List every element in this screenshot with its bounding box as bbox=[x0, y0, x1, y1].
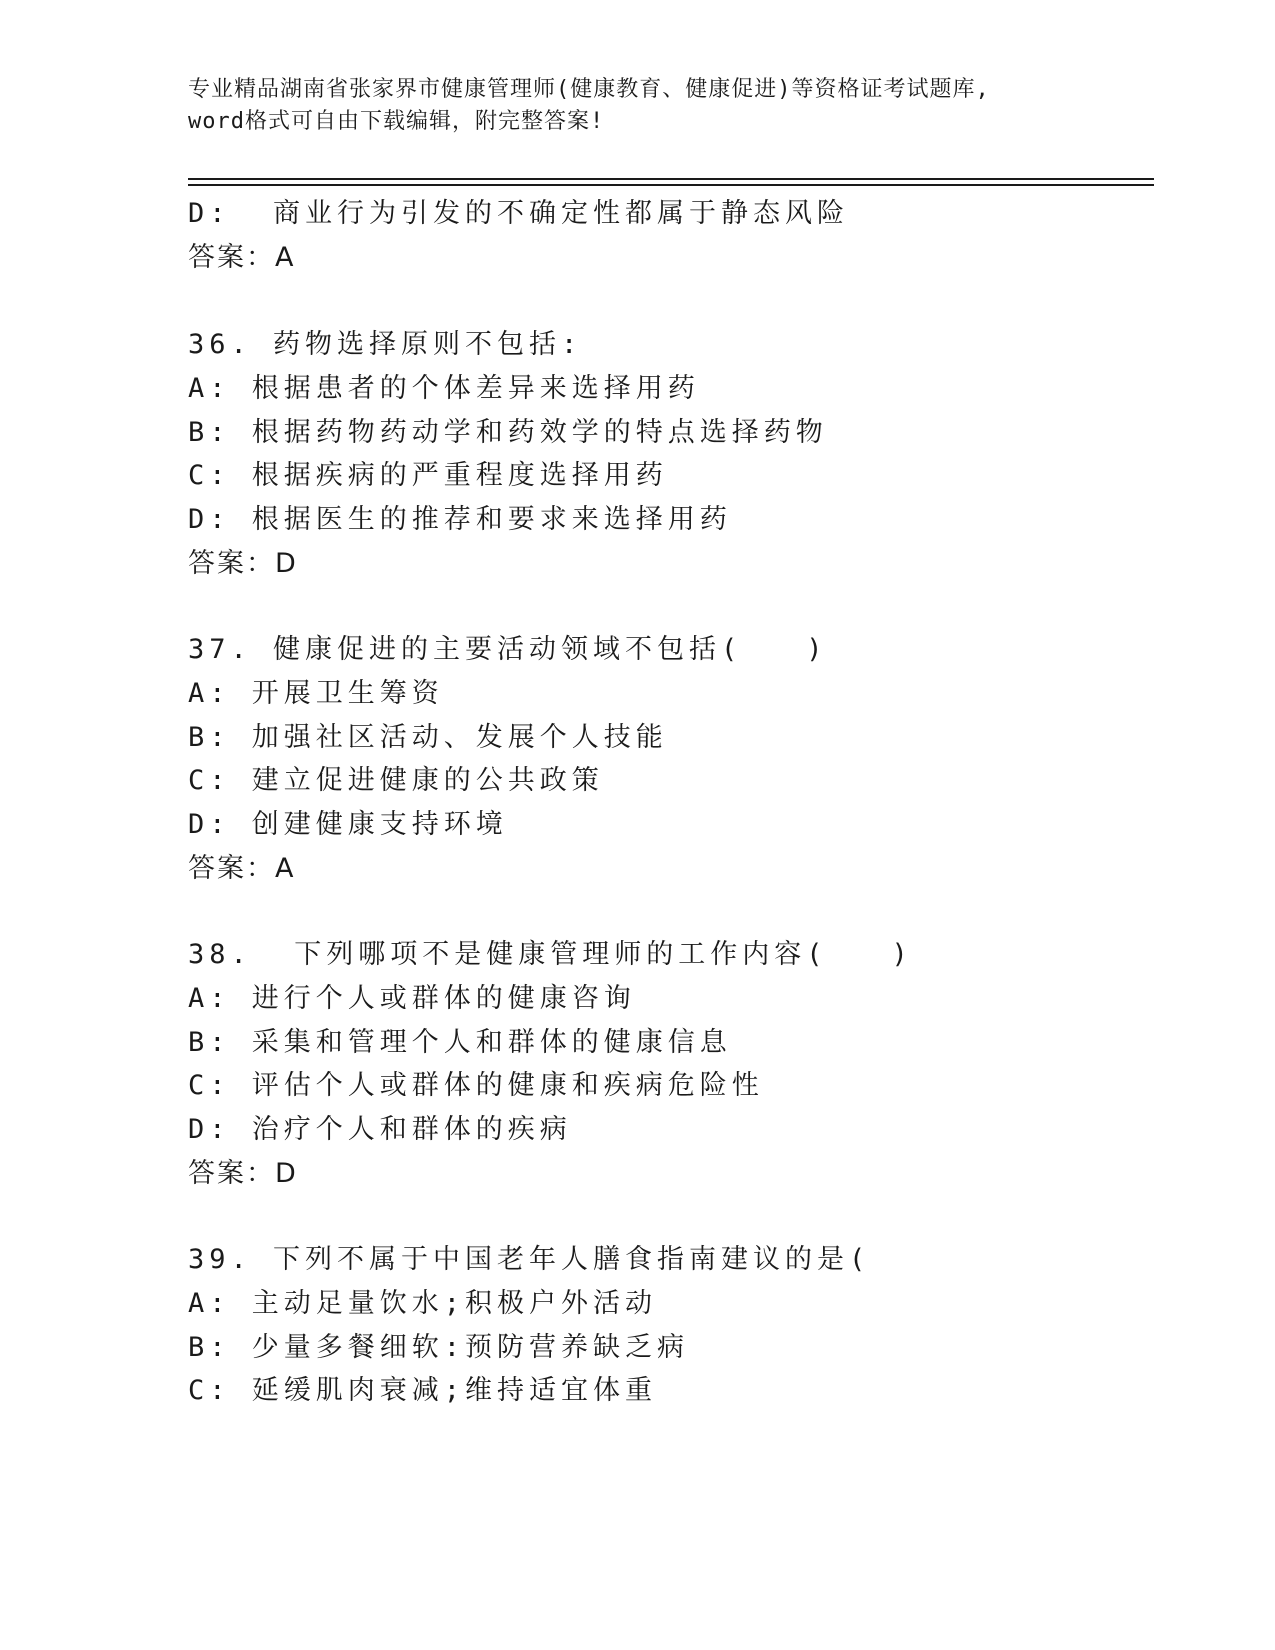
header-divider-top bbox=[188, 178, 1154, 180]
document-header bbox=[188, 74, 1088, 138]
question-37-option-a: A: 开展卫生筹资 bbox=[188, 678, 444, 709]
question-38-option-d: D: 治疗个人和群体的疾病 bbox=[188, 1114, 572, 1145]
header-line-1: 专业精品湖南省张家界市健康管理师(健康教育、健康促进)等资格证考试题库, bbox=[188, 77, 990, 102]
question-38-option-b: B: 采集和管理个人和群体的健康信息 bbox=[188, 1027, 732, 1058]
question-38-stem: 38. 下列哪项不是健康管理师的工作内容( ) bbox=[188, 939, 913, 970]
question-36-stem: 36. 药物选择原则不包括: bbox=[188, 329, 583, 360]
question-38-option-c: C: 评估个人或群体的健康和疾病危险性 bbox=[188, 1070, 764, 1101]
header-divider-bottom bbox=[188, 184, 1154, 186]
question-38-option-a: A: 进行个人或群体的健康咨询 bbox=[188, 983, 636, 1014]
question-39-option-c: C: 延缓肌肉衰减;维持适宜体重 bbox=[188, 1375, 658, 1406]
header-line-2: word格式可自由下载编辑，附完整答案! bbox=[188, 109, 605, 134]
question-39-option-a: A: 主动足量饮水;积极户外活动 bbox=[188, 1288, 658, 1319]
question-36-option-d: D: 根据医生的推荐和要求来选择用药 bbox=[188, 504, 732, 535]
question-36-answer: 答案：D bbox=[188, 548, 298, 579]
question-36-option-b: B: 根据药物药动学和药效学的特点选择药物 bbox=[188, 417, 828, 448]
question-37-answer: 答案：A bbox=[188, 853, 296, 884]
question-37-option-b: B: 加强社区活动、发展个人技能 bbox=[188, 722, 668, 753]
question-37-option-c: C: 建立促进健康的公共政策 bbox=[188, 765, 604, 796]
prev-question-answer: 答案：A bbox=[188, 242, 296, 273]
question-37-option-d: D: 创建健康支持环境 bbox=[188, 809, 508, 840]
question-36-option-a: A: 根据患者的个体差异来选择用药 bbox=[188, 373, 700, 404]
question-38-answer: 答案：D bbox=[188, 1158, 298, 1189]
prev-question-option-d: D: 商业行为引发的不确定性都属于静态风险 bbox=[188, 198, 850, 229]
question-36-option-c: C: 根据疾病的严重程度选择用药 bbox=[188, 460, 668, 491]
question-37-stem: 37. 健康促进的主要活动领域不包括( ) bbox=[188, 634, 828, 665]
question-39-stem: 39. 下列不属于中国老年人膳食指南建议的是( bbox=[188, 1244, 871, 1275]
question-39-option-b: B: 少量多餐细软:预防营养缺乏病 bbox=[188, 1332, 690, 1363]
